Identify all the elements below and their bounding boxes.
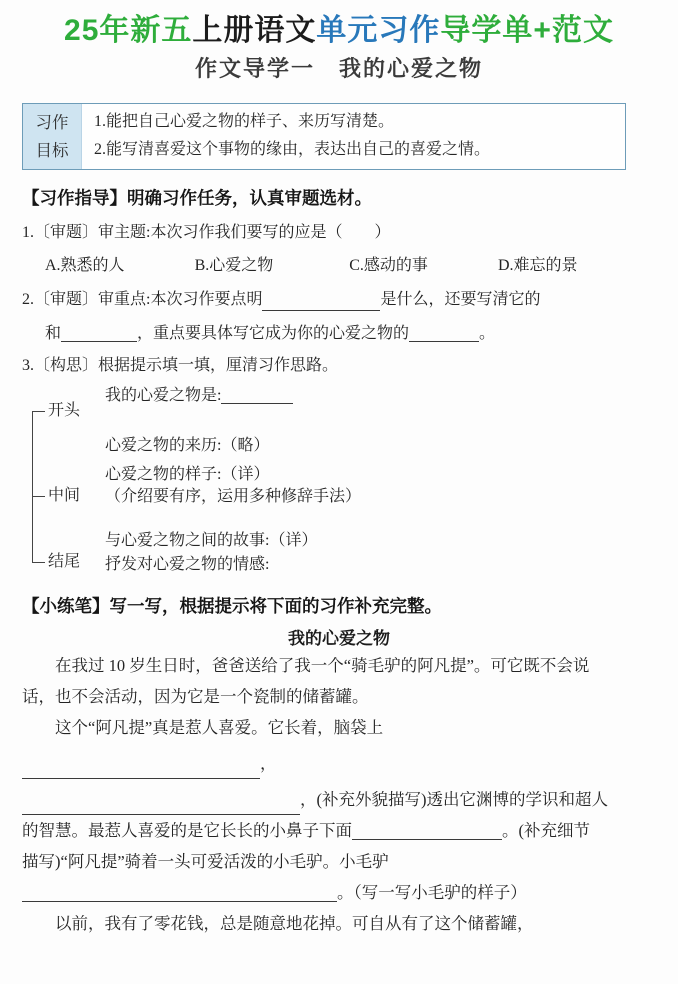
goal-box-content bbox=[82, 104, 502, 169]
outline-row-origin bbox=[105, 427, 656, 457]
essay-line-4-comma: ， bbox=[260, 754, 277, 773]
title-segment-green-2: 导学单+范文 bbox=[440, 14, 614, 47]
option-b: B.心爱之物 bbox=[194, 257, 274, 274]
fill-blank bbox=[409, 341, 479, 342]
page-title bbox=[22, 12, 656, 50]
option-d: D.难忘的景 bbox=[497, 257, 578, 274]
essay-line-3 bbox=[22, 712, 656, 743]
goal-box-label-line1: 习作 bbox=[35, 113, 69, 132]
essay-title: 我的心爱之物 bbox=[288, 629, 390, 648]
outline-rows bbox=[22, 385, 656, 576]
question-1-options bbox=[22, 255, 656, 277]
question-2-text-a: 2.〔审题〕审重点:本次习作要点明 bbox=[22, 291, 263, 308]
essay-body bbox=[22, 628, 656, 939]
outline-row-middle-note bbox=[105, 486, 656, 516]
fill-blank bbox=[22, 901, 337, 902]
essay-line-6-text-a: 的智慧。最惹人喜爱的是它长长的小鼻子下面 bbox=[22, 821, 352, 840]
essay-line-6 bbox=[22, 815, 656, 846]
fill-blank bbox=[61, 341, 137, 342]
outline-row-object bbox=[105, 385, 656, 427]
bracket-tick bbox=[32, 411, 45, 412]
question-2-text-c: 和 bbox=[45, 325, 62, 342]
essay-line-6-text-b: 。(补充细节 bbox=[502, 821, 590, 840]
essay-line-8-text: 。（写一写小毛驴的样子） bbox=[337, 883, 527, 902]
outline-middle-note-text: （介绍要有序，运用多种修辞手法） bbox=[105, 488, 362, 505]
question-1: 1.〔审题〕审主题:本次习作我们要写的应是（ ） bbox=[22, 224, 391, 241]
title-segment-green-1: 25年新五 bbox=[64, 14, 193, 47]
option-c: C.感动的事 bbox=[349, 257, 428, 274]
fill-blank bbox=[262, 305, 380, 311]
outline-label-begin: 开头 bbox=[48, 402, 81, 419]
outline-row-story bbox=[105, 516, 656, 552]
essay-line-5-text: ，(补充外貌描写)透出它渊博的学识和超人 bbox=[300, 790, 608, 809]
essay-line-8 bbox=[22, 877, 656, 908]
outline-row-emotion-text: 抒发对心爱之物的情感: bbox=[105, 556, 270, 573]
essay-line-3-text-a: 这个“阿凡提”真是惹人喜爱。它长着 bbox=[55, 718, 318, 737]
essay-line-5 bbox=[22, 784, 656, 815]
outline-diagram bbox=[22, 385, 656, 581]
question-2-text-d: ，重点要具体写它成为你的心爱之物的 bbox=[137, 325, 410, 342]
page-subtitle: 作文导学一 我的心爱之物 bbox=[194, 56, 483, 81]
essay-line-9 bbox=[22, 908, 656, 939]
essay-line-4 bbox=[22, 748, 656, 779]
question-2-line-2 bbox=[22, 323, 656, 345]
bracket-tick bbox=[32, 562, 45, 563]
outline-label-end: 结尾 bbox=[48, 553, 81, 570]
question-3: 3.〔构思〕根据提示填一填，厘清习作思路。 bbox=[22, 357, 339, 374]
essay-line-2: 话，也不会活动，因为它是一个瓷制的储蓄罐。 bbox=[22, 687, 369, 706]
title-segment-blue: 单元习作 bbox=[316, 14, 441, 47]
fill-blank bbox=[352, 839, 502, 840]
fill-blank bbox=[221, 403, 293, 404]
outline-row-emotion bbox=[105, 552, 656, 576]
question-2-text-b: 是什么，还要写清它的 bbox=[380, 291, 541, 308]
outline-row-origin-text: 心爱之物的来历: bbox=[105, 437, 222, 454]
option-a: A.熟悉的人 bbox=[45, 257, 125, 274]
essay-line-7 bbox=[22, 846, 656, 877]
outline-label-middle: 中间 bbox=[48, 487, 81, 504]
detail-tag: （详） bbox=[221, 466, 270, 483]
goal-box-label-line2: 目标 bbox=[35, 141, 69, 160]
essay-line-9-text: 以前，我有了零花钱，总是随意地花掉。可自从有了这个储蓄罐， bbox=[55, 914, 534, 933]
fill-blank bbox=[22, 808, 300, 815]
outline-row-appearance bbox=[105, 457, 656, 486]
question-2-text-e: 。 bbox=[479, 325, 496, 342]
goal-item-1: 1.能把自己心爱之物的样子、来历写清楚。 bbox=[94, 113, 395, 130]
practice-heading: 【小练笔】写一写，根据提示将下面的习作补充完整。 bbox=[22, 596, 442, 616]
bracket-tick bbox=[32, 496, 45, 497]
writing-goal-box bbox=[22, 103, 626, 170]
outline-row-object-text: 我的心爱之物是: bbox=[105, 387, 222, 404]
fill-blank bbox=[22, 772, 260, 779]
essay-line-1: 在我过 10 岁生日时，爸爸送给了我一个“骑毛驴的阿凡提”。可它既不会说 bbox=[55, 656, 590, 675]
outline-row-appearance-text: 心爱之物的样子: bbox=[105, 466, 222, 483]
bracket-vertical-line bbox=[32, 411, 33, 562]
essay-line-7-text: 描写)“阿凡提”骑着一头可爱活泼的小毛驴。小毛驴 bbox=[22, 852, 389, 871]
goal-item-2: 2.能写清喜爱这个事物的缘由，表达出自己的喜爱之情。 bbox=[94, 141, 491, 158]
question-2-line-1 bbox=[22, 289, 656, 311]
detail-tag: （详） bbox=[269, 532, 318, 549]
outline-row-story-text: 与心爱之物之间的故事: bbox=[105, 532, 270, 549]
guidance-heading: 【习作指导】明确习作任务，认真审题选材。 bbox=[22, 188, 372, 208]
essay-line-3-text-b: ，脑袋上 bbox=[317, 718, 384, 737]
title-segment-black: 上册语文 bbox=[192, 14, 317, 47]
brief-tag: （略） bbox=[221, 437, 270, 454]
goal-box-label bbox=[23, 104, 82, 169]
